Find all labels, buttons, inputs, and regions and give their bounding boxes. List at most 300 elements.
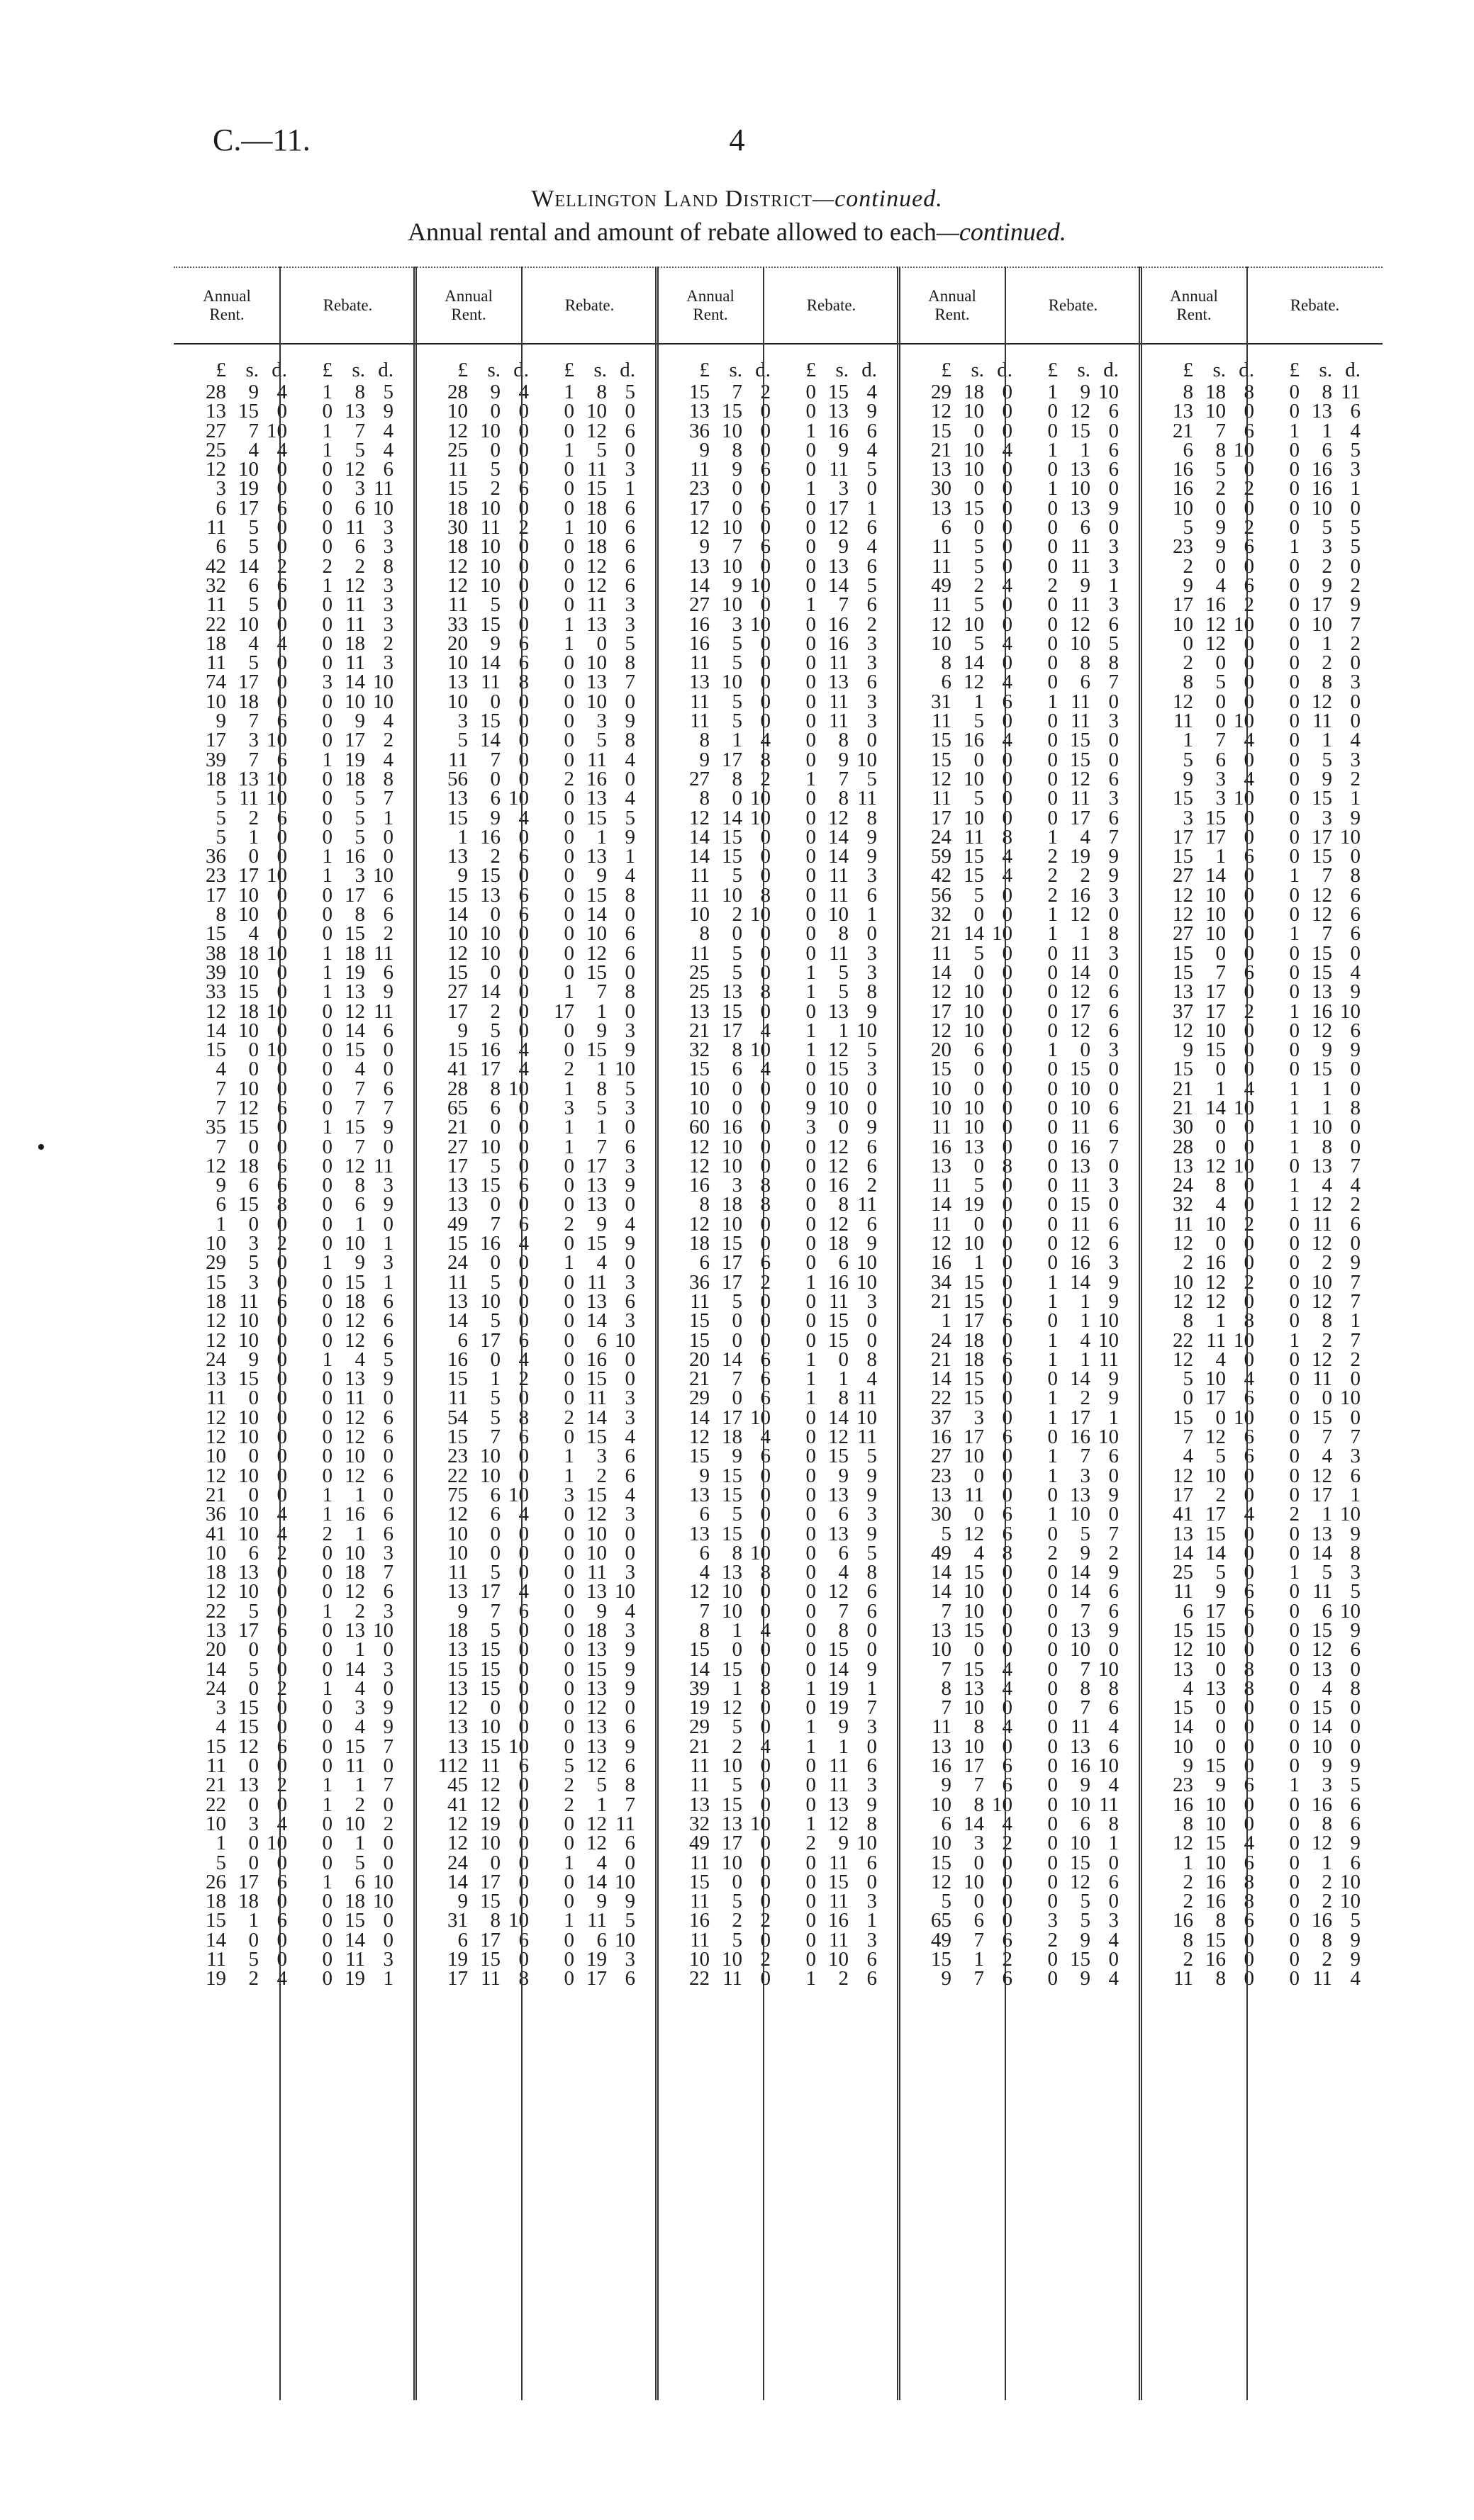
table-cell: 0 12 11	[322, 999, 393, 1023]
column-rule	[1139, 267, 1142, 2400]
table-cell: 28 9 4	[206, 381, 287, 403]
table-cell: 0 12 3	[564, 1503, 635, 1526]
table-cell: 0 11 3	[805, 710, 877, 733]
table-cell: 21 13 2	[206, 1774, 287, 1797]
table-cell: 22 15 0	[931, 1387, 1012, 1410]
table-cell: 23 0 0	[689, 477, 771, 500]
value-list	[673, 381, 771, 1990]
table-cell: 0 6 10	[322, 496, 393, 520]
table-cell: 0 3 11	[322, 477, 393, 500]
table-cell: 10 3 2	[206, 1232, 287, 1255]
table-cell: 9 7 6	[699, 535, 771, 559]
table-cell: 5 12 6	[564, 1754, 635, 1778]
table-cell: 0 10 6	[805, 1948, 877, 1971]
table-cell: 0 10 0	[1289, 1735, 1361, 1758]
table-cell: 12 10 0	[931, 767, 1012, 790]
table-cell: 14 15 0	[931, 1367, 1012, 1391]
table-cell: 0 13 9	[1289, 1522, 1361, 1545]
table-cell: 27 10 0	[1173, 922, 1254, 946]
table-cell: 0 19 1	[322, 1967, 393, 1990]
table-cell: 0 9 3	[564, 1019, 635, 1042]
table-cell: 0 9 10	[805, 748, 877, 771]
table-cell: 112 11 6	[437, 1754, 529, 1778]
table-cell: 75 6 10	[447, 1483, 529, 1506]
table-cell: 9 6 6	[216, 1174, 287, 1197]
table-cell: 0 5 3	[1289, 748, 1361, 771]
table-cell: 11 5 0	[932, 710, 1012, 733]
table-cell: 42 15 4	[931, 864, 1012, 887]
table-cell: 25 13 8	[689, 980, 771, 1004]
rebate-header: Rebate.	[564, 296, 615, 314]
rebate-values	[1005, 359, 1141, 1989]
rent-header: Annual Rent.	[203, 287, 251, 323]
table-cell: 13 15 0	[206, 400, 287, 423]
table-cell: 5 0 0	[941, 1890, 1012, 1913]
table-cell: 13 15 0	[689, 1793, 771, 1816]
table-cell: 7 15 4	[941, 1657, 1012, 1681]
table-cell: 0 15 0	[1047, 748, 1119, 771]
table-cell: 0 15 0	[322, 1038, 393, 1062]
table-cell: 1 4 0	[322, 1676, 393, 1700]
table-cell: 1 1 0	[1289, 1077, 1361, 1100]
table-cell: 2 0 0	[1183, 651, 1254, 675]
table-cell: 7 10 0	[699, 1599, 771, 1623]
table-cell: 13 15 0	[447, 1638, 529, 1662]
table-cell: 13 17 6	[206, 1619, 287, 1642]
table-cell: 10 0 0	[931, 1077, 1012, 1100]
table-cell: 18 5 0	[447, 1619, 529, 1642]
table-cell: 0 12 7	[1289, 1289, 1361, 1313]
table-cell: 0 10 0	[805, 1077, 877, 1100]
table-cell: 0 11 3	[564, 1561, 635, 1584]
table-cell: 15 16 4	[447, 1232, 529, 1255]
table-cell: 1 7 6	[805, 593, 877, 617]
table-cell: 13 10 0	[447, 1289, 529, 1313]
table-cell: 0 13 0	[564, 1193, 635, 1216]
table-cell: 15 16 4	[447, 1038, 529, 1062]
table-cell: 5 6 0	[1183, 748, 1254, 771]
table-cell: 0 18 6	[322, 1289, 393, 1313]
table-cell: 28 9 4	[447, 381, 529, 403]
table-cell: 2 0 0	[1183, 554, 1254, 578]
table-cell: 1 17 6	[941, 1309, 1012, 1333]
table-cell: 1 18 11	[322, 941, 393, 965]
rent-header: Annual Rent.	[445, 287, 493, 323]
group-3-rent-column	[657, 267, 771, 2400]
table-cell: 12 10 0	[206, 1309, 287, 1333]
table-cell: 21 14 10	[931, 922, 1012, 946]
table-cell: 49 7 6	[931, 1928, 1012, 1951]
table-cell: 33 15 0	[206, 980, 287, 1004]
table-cell: 0 13 0	[1047, 1154, 1119, 1177]
table-cell: 0 12 6	[322, 1580, 393, 1603]
table-cell: 32 6 6	[206, 573, 287, 597]
table-cell: 1 12 2	[1289, 1193, 1361, 1216]
table-cell: 16 17 6	[931, 1426, 1012, 1449]
table-cell: 0 8 3	[1289, 671, 1361, 694]
table-cell: 0 11 3	[322, 612, 393, 636]
table-cell: 0 5 0	[322, 825, 393, 849]
table-cell: 1 16 10	[805, 1270, 877, 1294]
table-cell: 1 4 4	[1289, 1174, 1361, 1197]
table-cell: 15 0 10	[1173, 1406, 1254, 1429]
table-cell: 12 10 0	[1173, 1638, 1254, 1662]
table-cell: 0 17 9	[1289, 593, 1361, 617]
table-cell: 1 10 0	[1047, 1503, 1119, 1526]
table-cell: 13 0 0	[447, 1193, 529, 1216]
caption-suffix: —continued.	[936, 218, 1066, 246]
table-cell: 12 19 0	[447, 1812, 529, 1835]
column-rule	[521, 267, 523, 2400]
table-cell: 24 0 2	[206, 1676, 287, 1700]
table-cell: 3 0 9	[805, 1116, 877, 1139]
table-cell: 29 5 0	[689, 1715, 771, 1739]
table-cell: 0 14 8	[1289, 1541, 1361, 1564]
table-cell: 27 10 0	[447, 1135, 529, 1158]
table-cell: 21 17 4	[689, 1019, 771, 1042]
table-cell: 1 8 0	[1289, 1135, 1361, 1158]
table-cell: 1 10 0	[1047, 477, 1119, 500]
table-cell: 37 17 2	[1173, 999, 1254, 1023]
table-cell: 0 15 4	[564, 1426, 635, 1449]
table-cell: 1 6 10	[322, 1870, 393, 1893]
table-cell: 0 15 0	[1047, 729, 1119, 752]
table-cell: 0 13 9	[322, 400, 393, 423]
table-cell: 0 11 3	[564, 593, 635, 617]
table-cell: 0 16 10	[1047, 1754, 1119, 1778]
table-cell: 11 5 0	[206, 593, 287, 617]
table-cell: 49 4 8	[931, 1541, 1012, 1564]
value-list	[189, 381, 287, 1990]
table-cell: 0 12 6	[805, 1135, 877, 1158]
table-cell: 13 10 0	[931, 458, 1012, 481]
table-cell: 12 10 0	[931, 980, 1012, 1004]
table-cell: 0 6 7	[1047, 671, 1119, 694]
rebate-values	[522, 359, 657, 1989]
table-cell: 21 0 0	[447, 1116, 529, 1139]
table-cell: 12 10 0	[206, 1426, 287, 1449]
table-cell: 56 5 0	[931, 883, 1012, 907]
table-cell: 29 0 6	[689, 1387, 771, 1410]
table-cell: 1 12 5	[805, 1038, 877, 1062]
column-rule	[413, 267, 417, 2400]
column-rule	[655, 267, 659, 2400]
table-cell: 14 5 0	[447, 1309, 529, 1333]
table-cell: 6 0 0	[941, 516, 1012, 539]
table-cell: 15 3 0	[206, 1270, 287, 1294]
table-cell: 0 10 6	[564, 922, 635, 946]
table-cell: 0 13 6	[1047, 458, 1119, 481]
table-cell: 2 1 6	[322, 1522, 393, 1545]
table-cell: 0 4 8	[1289, 1676, 1361, 1700]
table-cell: 0 11 3	[322, 651, 393, 675]
table-cell: 0 11 4	[1289, 1967, 1361, 1990]
table-cell: 0 13 6	[805, 671, 877, 694]
table-cell: 21 10 4	[931, 438, 1012, 461]
table-cell: 0 12 6	[1047, 400, 1119, 423]
table-cell: 14 0 6	[447, 903, 529, 926]
table-cell: 15 15 0	[447, 1657, 529, 1681]
table-cell: 0 5 1	[322, 806, 393, 829]
table-cell: 11 5 0	[690, 941, 771, 965]
table-cell: 1 16 0	[457, 825, 529, 849]
table-cell: 0 1 6	[1289, 1851, 1361, 1874]
table-cell: 16 3 8	[689, 1174, 771, 1197]
table-cell: 12 10 0	[689, 1580, 771, 1603]
table-cell: 0 16 0	[564, 1348, 635, 1371]
table-cell: 0 13 9	[564, 1174, 635, 1197]
table-cell: 18 4 4	[206, 632, 287, 655]
table-cell: 0 12 0	[564, 1696, 635, 1720]
table-cell: 14 15 0	[689, 1657, 771, 1681]
table-cell: 6 17 6	[216, 496, 287, 520]
table-cell: 12 15 4	[1173, 1832, 1254, 1855]
table-cell: 2 5 8	[564, 1774, 635, 1797]
table-cell: 1 2 6	[805, 1967, 877, 1990]
table-cell: 18 13 10	[206, 767, 287, 790]
table-cell: 12 10 0	[931, 1232, 1012, 1255]
table-cell: 0 4 0	[322, 1058, 393, 1081]
table-cell: 0 11 3	[564, 1387, 635, 1410]
table-cell: 1 17 1	[1047, 1406, 1119, 1429]
table-cell: 0 15 0	[1289, 1058, 1361, 1081]
table-cell: 13 10 0	[689, 554, 771, 578]
table-cell: 0 10 2	[322, 1812, 393, 1835]
table-cell: 0 11 3	[322, 1948, 393, 1971]
table-cell: 15 0 0	[931, 748, 1012, 771]
table-cell: 26 17 6	[206, 1870, 287, 1893]
table-cell: 0 11 6	[1047, 1212, 1119, 1236]
table-cell: 2 14 3	[564, 1406, 635, 1429]
table-cell: 9 15 0	[699, 1464, 771, 1487]
group-3-rebate-column	[764, 267, 899, 2400]
table-cell: 13 15 0	[206, 1367, 287, 1391]
table-cell: 9 17 8	[699, 748, 771, 771]
table-cell: 13 17 0	[1173, 980, 1254, 1004]
value-list	[1156, 381, 1254, 1990]
table-cell: 12 0 0	[1173, 690, 1254, 713]
table-cell: 10 0 0	[1173, 496, 1254, 520]
table-cell: 1 7 5	[805, 767, 877, 790]
table-cell: 1 5 3	[1289, 1561, 1361, 1584]
column-rule	[1005, 267, 1006, 2400]
table-cell: 0 13 10	[564, 1580, 635, 1603]
table-cell: 0 11 3	[805, 1890, 877, 1913]
table-cell: 1 4 0	[564, 1251, 635, 1275]
table-cell: 0 15 0	[805, 1638, 877, 1662]
table-cell: 0 11 6	[805, 883, 877, 907]
table-cell: 0 15 0	[1289, 941, 1361, 965]
table-cell: 31 8 10	[447, 1909, 529, 1932]
table-cell: 11 5 0	[690, 690, 771, 713]
group-4-rent-column	[899, 267, 1012, 2400]
table-cell: 12 10 0	[689, 1212, 771, 1236]
table-cell: 11 0 0	[932, 1212, 1012, 1236]
table-cell: 17 16 2	[1173, 593, 1254, 617]
table-cell: 4 15 0	[216, 1715, 287, 1739]
table-cell: 0 14 6	[1047, 1580, 1119, 1603]
table-cell: 1 7 4	[322, 419, 393, 442]
table-cell: 0 11 5	[1289, 1580, 1361, 1603]
rebate-header: Rebate.	[1290, 296, 1340, 314]
table-cell: 1 13 3	[564, 612, 635, 636]
table-cell: 1 7 4	[1183, 729, 1254, 752]
table-cell: 0 2 9	[1289, 1948, 1361, 1971]
table-cell: 0 13 9	[1047, 1483, 1119, 1506]
table-cell: 1 1 8	[1289, 1096, 1361, 1119]
table-cell: 0 19 3	[564, 1948, 635, 1971]
table-cell: 11 8 0	[1173, 1967, 1254, 1990]
table-cell: 1 0 0	[216, 1212, 287, 1236]
table-cell: 0 13 4	[564, 787, 635, 810]
table-cell: 16 13 0	[931, 1135, 1012, 1158]
table-cell: 0 10 7	[1289, 612, 1361, 636]
table-cell: 9 15 0	[1183, 1754, 1254, 1778]
table-cell: 0 14 0	[1289, 1715, 1361, 1739]
district-suffix: —continued.	[812, 186, 943, 212]
table-cell: 0 7 6	[1047, 1696, 1119, 1720]
table-cell: 2 16 8	[1183, 1870, 1254, 1893]
rebate-header: Rebate.	[323, 296, 373, 314]
table-cell: 0 12 6	[564, 573, 635, 597]
table-cell: 36 10 4	[206, 1503, 287, 1526]
table-cell: 11 10 2	[1173, 1212, 1254, 1236]
table-cell: 9 7 6	[216, 710, 287, 733]
table-cell: 0 12 0	[1289, 690, 1361, 713]
margin-mark: •	[37, 1134, 45, 1160]
table-cell: 14 5 0	[206, 1657, 287, 1681]
table-cell: 0 2 9	[1289, 1251, 1361, 1275]
table-cell: 20 9 6	[447, 632, 529, 655]
table-cell: 0 7 6	[322, 1077, 393, 1100]
table-cell: 60 16 0	[689, 1116, 771, 1139]
table-cell: 0 12 6	[805, 1212, 877, 1236]
table-cell: 11 5 0	[448, 593, 529, 617]
table-cell: 1 2 7	[1289, 1328, 1361, 1352]
table-cell: 0 12 6	[805, 1580, 877, 1603]
page-header	[213, 122, 1261, 164]
table-cell: 0 9 2	[1289, 767, 1361, 790]
table-cell: 1 7 8	[564, 980, 635, 1004]
table-cell: 5 2 6	[216, 806, 287, 829]
table-cell: 30 0 6	[931, 1503, 1012, 1526]
table-cell: 0 9 4	[322, 710, 393, 733]
table-cell: 0 11 3	[1047, 593, 1119, 617]
table-cell: 19 2 4	[206, 1967, 287, 1990]
table-cell: 15 0 0	[1173, 941, 1254, 965]
table-cell: 0 11 3	[1047, 787, 1119, 810]
table-cell: 10 0 0	[447, 1522, 529, 1545]
table-cell: 12 10 0	[447, 1832, 529, 1855]
table-cell: 15 0 0	[689, 1638, 771, 1662]
table-cell: 12 6 4	[447, 1503, 529, 1526]
table-cell: 13 15 0	[689, 999, 771, 1023]
table-cell: 4 0 0	[216, 1058, 287, 1081]
table-cell: 38 18 10	[206, 941, 287, 965]
table-cell: 16 2 2	[689, 1909, 771, 1932]
table-cell: 2 16 8	[1183, 1890, 1254, 1913]
table-cell: 0 12 6	[1047, 1232, 1119, 1255]
table-cell: 0 11 4	[1047, 1715, 1119, 1739]
table-cell: 0 9 4	[1047, 1774, 1119, 1797]
table-cell: 11 10 0	[690, 1754, 771, 1778]
table-cell: 25 5 0	[689, 961, 771, 984]
table-cell: 0 18 6	[564, 535, 635, 559]
table-cell: 0 12 6	[564, 941, 635, 965]
table-cell: 24 8 0	[1173, 1174, 1254, 1197]
table-cell: 0 15 2	[322, 922, 393, 946]
table-cell: 11 5 0	[932, 941, 1012, 965]
table-cell: 13 11 0	[931, 1483, 1012, 1506]
table-cell: 0 11 4	[564, 748, 635, 771]
table-cell: 0 13 9	[805, 1483, 877, 1506]
table-cell: 0 16 2	[805, 1174, 877, 1197]
table-cell: 13 10 0	[931, 1735, 1012, 1758]
table-cell: 0 9 4	[805, 438, 877, 461]
table-cell: 3 5 3	[1047, 1909, 1119, 1932]
table-cell: 0 5 8	[564, 729, 635, 752]
table-cell: 0 13 9	[564, 1638, 635, 1662]
table-cell: 0 14 5	[805, 573, 877, 597]
table-cell: 0 1 9	[564, 825, 635, 849]
table-cell: 0 11 3	[322, 593, 393, 617]
table-cell: 2 16 0	[1183, 1948, 1254, 1971]
table-cell: 11 5 0	[690, 1774, 771, 1797]
table-cell: 16 5 0	[689, 632, 771, 655]
table-cell: 0 11 3	[1047, 535, 1119, 559]
table-cell: 5 0 0	[216, 1851, 287, 1874]
table-cell: 0 15 4	[1289, 961, 1361, 984]
table-cell: 4 13 8	[1183, 1676, 1254, 1700]
table-cell: 0 7 6	[1047, 1599, 1119, 1623]
table-cell: 0 1 0	[322, 1638, 393, 1662]
table-cell: 0 12 9	[1289, 1832, 1361, 1855]
table-cell: 1 8 5	[322, 381, 393, 403]
table-cell: 1 8 5	[564, 381, 635, 403]
table-cell: 10 0 0	[689, 1077, 771, 1100]
table-cell: 0 17 6	[1047, 999, 1119, 1023]
table-cell: 8 0 10	[699, 787, 771, 810]
table-cell: 7 12 6	[1183, 1426, 1254, 1449]
table-cell: 25 4 4	[206, 438, 287, 461]
table-cell: 13 17 4	[447, 1580, 529, 1603]
table-cell: 11 5 0	[448, 1561, 529, 1584]
table-cell: 2 16 0	[1183, 1251, 1254, 1275]
table-cell: 0 3 9	[1289, 806, 1361, 829]
table-cell: 14 19 0	[931, 1193, 1012, 1216]
table-cell: 0 12 6	[322, 1426, 393, 1449]
table-cell: 0 8 3	[322, 1174, 393, 1197]
table-cell: 12 10 0	[1173, 1019, 1254, 1042]
table-cell: 0 15 8	[564, 883, 635, 907]
table-cell: 30 0 0	[931, 477, 1012, 500]
column-rule	[897, 267, 900, 2400]
rebate-values	[1247, 359, 1383, 1989]
currency-units: £ s. d.	[564, 359, 635, 381]
table-cell: 0 8 9	[1289, 1928, 1361, 1951]
table-cell: 10 12 2	[1173, 1270, 1254, 1294]
table-cell: 11 10 0	[690, 1851, 771, 1874]
table-cell: 18 13 0	[206, 1561, 287, 1584]
table-cell: 15 16 4	[931, 729, 1012, 752]
table-cell: 13 15 0	[689, 1522, 771, 1545]
table-cell: 12 10 0	[1173, 1464, 1254, 1487]
table-cell: 49 2 4	[931, 573, 1012, 597]
table-cell: 0 12 6	[1047, 1870, 1119, 1893]
table-cell: 0 17 2	[322, 729, 393, 752]
table-cell: 30 0 0	[1173, 1116, 1254, 1139]
table-cell: 0 17 6	[1047, 806, 1119, 829]
